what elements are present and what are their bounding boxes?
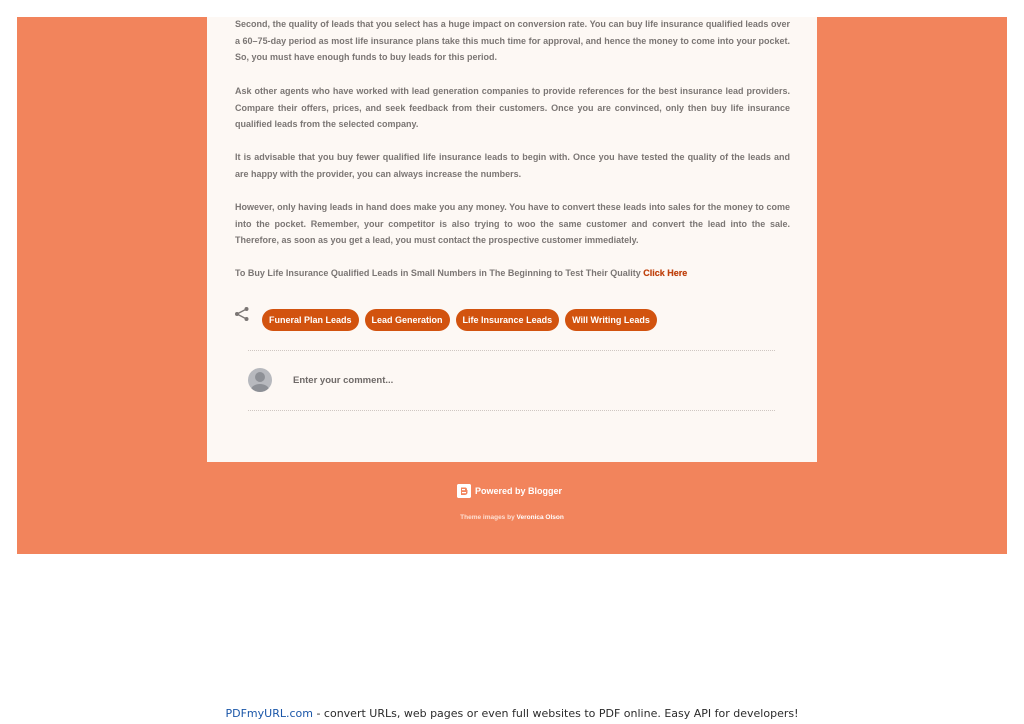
theme-author-link[interactable]: Veronica Olson <box>516 514 564 521</box>
avatar-icon <box>248 368 272 392</box>
pdf-footer-text: - convert URLs, web pages or even full websites to PDF online. Easy API for developers! <box>312 707 799 720</box>
label-lead-generation[interactable]: Lead Generation <box>365 309 450 331</box>
label-life-insurance-leads[interactable]: Life Insurance Leads <box>456 309 560 331</box>
pdfmyurl-link[interactable]: PDFmyURL.com <box>225 707 313 720</box>
comment-input[interactable]: Enter your comment... <box>293 375 394 386</box>
click-here-link[interactable]: Click Here <box>643 268 688 278</box>
article-paragraph-3: It is advisable that you buy fewer qualified life insurance leads to begin with. Once you have tested the quality of the leads and are happy with the provider, you can always increase the numbers. <box>235 152 790 179</box>
theme-credit-prefix: Theme images by <box>460 514 515 521</box>
post-labels <box>262 309 657 331</box>
theme-credit <box>0 514 1024 521</box>
powered-by-text: Powered by Blogger <box>475 486 563 496</box>
label-will-writing-leads[interactable]: Will Writing Leads <box>565 309 657 331</box>
article-paragraph-4: However, only having leads in hand does make you any money. You have to convert these leads into sales for the money to come into the pocket. Remember, your competitor is also trying to woo the same customer and convert the lead into the sale. Therefore, as soon as you get a lead, you must contact the prospective customer immediately. <box>235 202 790 245</box>
cta-line <box>235 265 795 281</box>
label-funeral-plan-leads[interactable]: Funeral Plan Leads <box>262 309 359 331</box>
article-paragraph-2: Ask other agents who have worked with lead generation companies to provide references for the best insurance lead providers. Compare their offers, prices, and seek feedback from their customers. Once you are convinced, only then buy life insurance qualified leads from the selected company. <box>235 86 790 129</box>
comments-divider-bottom <box>248 410 775 411</box>
cta-text: To Buy Life Insurance Qualified Leads in Small Numbers in The Beginning to Test Their Quality <box>235 268 641 278</box>
powered-by-blogger[interactable] <box>457 484 562 498</box>
blogger-icon <box>457 484 471 498</box>
pdf-footer <box>0 707 1024 720</box>
article-paragraph-1: Second, the quality of leads that you select has a huge impact on conversion rate. You can buy life insurance qualified leads over a 60–75-day period as most life insurance plans take this much time for approval, and hence the money to come into your pocket. So, you must have enough funds to buy leads for this period. <box>235 19 790 62</box>
comments-divider-top <box>248 350 775 351</box>
share-icon[interactable] <box>234 306 250 322</box>
